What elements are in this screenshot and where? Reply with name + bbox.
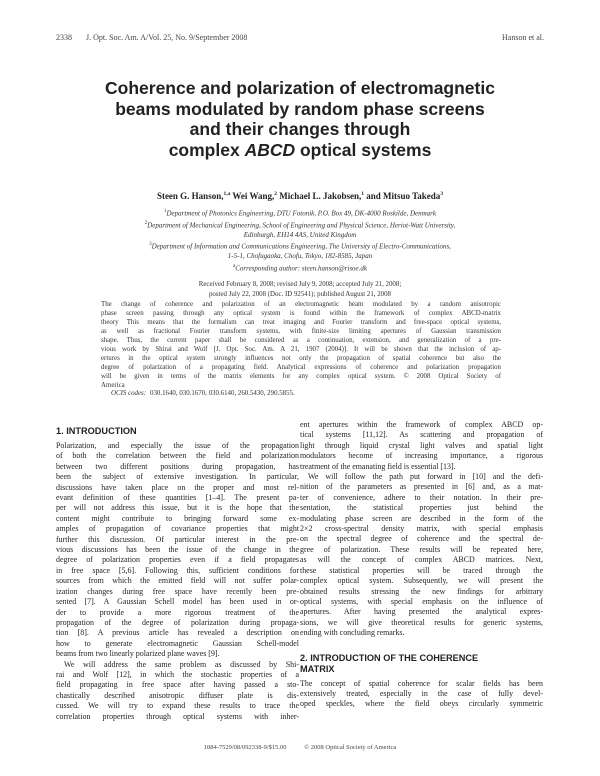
running-header bbox=[56, 33, 544, 43]
section-heading: 2. INTRODUCTION OF THE COHERENCE MATRIX bbox=[300, 652, 479, 674]
body-line: per will not address this issue, but it is the hope that the bbox=[56, 503, 299, 513]
page-footer bbox=[0, 744, 600, 751]
body-line: field propagating in free space after having passed a sto- bbox=[56, 680, 299, 690]
abstract-line: America bbox=[101, 381, 125, 389]
body-line: light through liquid crystal light valves and spatial light bbox=[300, 440, 543, 450]
body-line: these statistical properties will be traced through the bbox=[300, 565, 543, 575]
title-line: complex ABCD optical systems bbox=[168, 139, 432, 160]
title-abcd: ABCD bbox=[244, 139, 296, 160]
body-line: We will address the same problem as discussed by Shi- bbox=[64, 659, 299, 669]
author-list: Steen G. Hanson,$^{1,a}$ Wei Wang,$^2$ Michael L. Jakobsen,$^1$ and Mitsuo Takeda$^3$ bbox=[156, 191, 444, 201]
body-line: ter of convenience, adhere to their notation. In their pre- bbox=[300, 492, 543, 502]
body-line: sions, we will give theoretical results for generic systems, bbox=[300, 617, 543, 627]
body-line: sources from which the emitted field will not suffer polar- bbox=[56, 576, 299, 586]
author: Wei Wang, bbox=[230, 191, 275, 201]
body-line: propagation of the degree of polarization during propaga- bbox=[56, 617, 299, 627]
body-line: amples of propagation of covariance properties that might bbox=[56, 524, 299, 534]
body-line: content might contribute to bringing forward some ex- bbox=[56, 513, 299, 523]
body-line: tion [8]. A previous article has revealed a description on bbox=[56, 628, 299, 638]
body-line: on the spectral degree of coherence and the spectral de- bbox=[300, 534, 543, 544]
abstract-line: The change of coherence and polarization of an electromagnetic beam modulated by a random anisotropic bbox=[101, 301, 501, 308]
left-column bbox=[56, 420, 299, 722]
body-line: rai and Wolf [12], in which the stochastic properties of a bbox=[56, 669, 299, 679]
body-line: evant definition of these quantities [1–4]. The present pa- bbox=[56, 493, 299, 503]
author: Steen G. Hanson, bbox=[156, 191, 224, 201]
abstract-line: vious work by Shirai and Wolf [J. Opt. Soc. Am. A 21, 1907 (2004)]. It will be shown that the inclusion of ap- bbox=[101, 345, 501, 353]
body-line: modulators become of increasing importance, a rigorous bbox=[300, 451, 543, 461]
issn: 1084-7529/08/092338-9/$15.00 bbox=[203, 744, 287, 751]
body-line: cussed. We will try to expand these results to trace the bbox=[56, 701, 299, 711]
body-line: discussions have taken place on the proper and most rel- bbox=[56, 482, 299, 492]
body-line: ization changes during free space have recently been pre- bbox=[56, 586, 299, 596]
body-line: how to generate electromagnetic Gaussian Schell-model bbox=[56, 638, 299, 648]
body-line: optical systems, with special emphasis on the influence of bbox=[300, 596, 543, 606]
body-line: vious discussions has been the issue of the change in the bbox=[56, 545, 299, 555]
ocis-codes: OCIS codes: 030.1640, 030.1670, 030.6140, 260.5430, 290.5855. bbox=[111, 390, 295, 397]
body-line: We will follow the path put forward in [10] and the defi- bbox=[308, 472, 543, 482]
body-line: The concept of spatial coherence for scalar fields has been bbox=[300, 678, 543, 688]
abstract-line: theory This means that the formalism can treat imaging and Fourier transform and free-space optical systems, bbox=[101, 318, 501, 326]
article-title bbox=[60, 78, 540, 160]
body-line: correlation properties through optical systems with inher- bbox=[56, 711, 299, 721]
body-line: beams from two linearly polarized plane waves [9]. bbox=[56, 649, 220, 659]
body-line: Polarization, and especially the issue of the propagation bbox=[56, 441, 299, 450]
affiliations bbox=[80, 207, 520, 274]
title-line: beams modulated by random phase screens bbox=[115, 98, 485, 119]
abstract-line: ertures in the optical system strongly influences not only the propagation of spatial coherence but also the bbox=[101, 354, 501, 362]
body-line: complex optical system. Subsequently, we will present the bbox=[300, 576, 543, 586]
running-author: Hanson et al. bbox=[502, 33, 544, 42]
affiliation-cont: 1-5-1, Chofugaoka, Chofu, Tokyo, 182-8585, Japan bbox=[227, 252, 373, 261]
body-line: ent apertures within the framework of complex ABCD op- bbox=[300, 420, 543, 429]
journal-citation: J. Opt. Soc. Am. A/Vol. 25, No. 9/September 2008 bbox=[86, 33, 248, 42]
abstract-line: shape. Thus, the current paper shall be considered as a continuation, extension, and generalization of a pre- bbox=[101, 336, 501, 344]
body-line: treatment of the emanating field is essential [13]. bbox=[300, 461, 456, 471]
title-line: Coherence and polarization of electromagnetic bbox=[105, 78, 495, 98]
body-line: der to provide a more rigorous treatment of the bbox=[56, 607, 299, 617]
body-line: sentation, the statistical properties just behind the bbox=[300, 503, 543, 513]
received-dates: Received February 8, 2008; revised July 9, 2008; accepted July 21, 2008; posted July 22, 2008 (Doc. ID 92541); published August 21, 2008 bbox=[198, 281, 402, 298]
affiliation-cont: Edinburgh, EH14 4AS, United Kingdom bbox=[243, 230, 357, 239]
abstract-line: phase screen passing through any optical system is found within the framework of complex ABCD-matrix bbox=[101, 309, 501, 317]
right-column bbox=[300, 420, 543, 710]
body-line: obtained results stressing the new findings for arbitrary bbox=[300, 586, 543, 596]
corresponding-author: $^a$Corresponding author: steen.hanson@risoe.dk bbox=[232, 263, 368, 273]
author: Michael L. Jakobsen, bbox=[277, 191, 362, 201]
page-number: 2338 bbox=[56, 33, 72, 42]
body-line: apertures. After having presented the analytical expres- bbox=[300, 607, 543, 617]
abstract-line: degree of polarization of a propagating field. Analytical expressions of coherence and polarization propagation bbox=[101, 363, 501, 371]
section-heading: 1. INTRODUCTION bbox=[56, 426, 137, 436]
author: and Mitsuo Takeda bbox=[364, 191, 441, 201]
affiliation: $^2$Department of Mechanical Engineering, School of Engineering and Physical Science, Heriot-Watt University, bbox=[144, 220, 456, 230]
body-line: between two different positions during propagation, has bbox=[56, 461, 299, 471]
title-line: and their changes through bbox=[189, 119, 411, 139]
body-line: of both the correlation between the field and polarization bbox=[56, 451, 299, 461]
affiliation: $^3$Department of Information and Communications Engineering, The University of Electro-Communications, bbox=[149, 242, 451, 251]
abstract-line: will be given in terms of the matrix elements for any complex optical system. © 2008 Optical Society of bbox=[101, 372, 501, 380]
body-line: sented [7]. A Gaussian Schell model has been used in or- bbox=[56, 597, 299, 607]
body-line: oped speckles, where the field obeys circularly symmetric bbox=[300, 699, 543, 709]
copyright: © 2008 Optical Society of America bbox=[304, 744, 397, 751]
body-line: in free space [5,6]. Following this, sufficient conditions for bbox=[56, 565, 299, 575]
abstract bbox=[101, 301, 501, 391]
body-line: ending with concluding remarks. bbox=[300, 628, 405, 638]
body-line: been the subject of extensive investigation. In particular, bbox=[56, 472, 299, 482]
body-line: nition of the parameters as presented in [6] and, as a mat- bbox=[300, 482, 543, 492]
body-line: 2×2 cross-spectral density matrix, with special emphasis bbox=[300, 524, 543, 534]
body-line: gree of polarization. These results will be repeated here, bbox=[300, 544, 543, 554]
body-line: as will the concept of complex ABCD matrices. Next, bbox=[300, 555, 543, 565]
body-line: chastically described anisotropic diffuser plate is dis- bbox=[56, 690, 299, 700]
abstract-line: as well as fractional Fourier transform systems, with finite-size limiting apertures of Gaussian transmission bbox=[101, 327, 501, 335]
body-line: modulating phase screen are described in the form of the bbox=[300, 513, 543, 523]
body-line: tical systems [11,12]. As scattering and propagation of bbox=[300, 430, 543, 440]
body-line: degree of polarization properties even if a field propagates bbox=[56, 555, 299, 565]
body-line: extensively treated, especially in the case of fully devel- bbox=[300, 688, 543, 698]
body-line: further this discussion. Of particular interest in the pre- bbox=[56, 534, 299, 544]
affiliation: $^1$Department of Photonics Engineering, DTU Fotonik, P.O. Box 49, DK-4000 Roskilde, Denmark bbox=[163, 209, 437, 218]
